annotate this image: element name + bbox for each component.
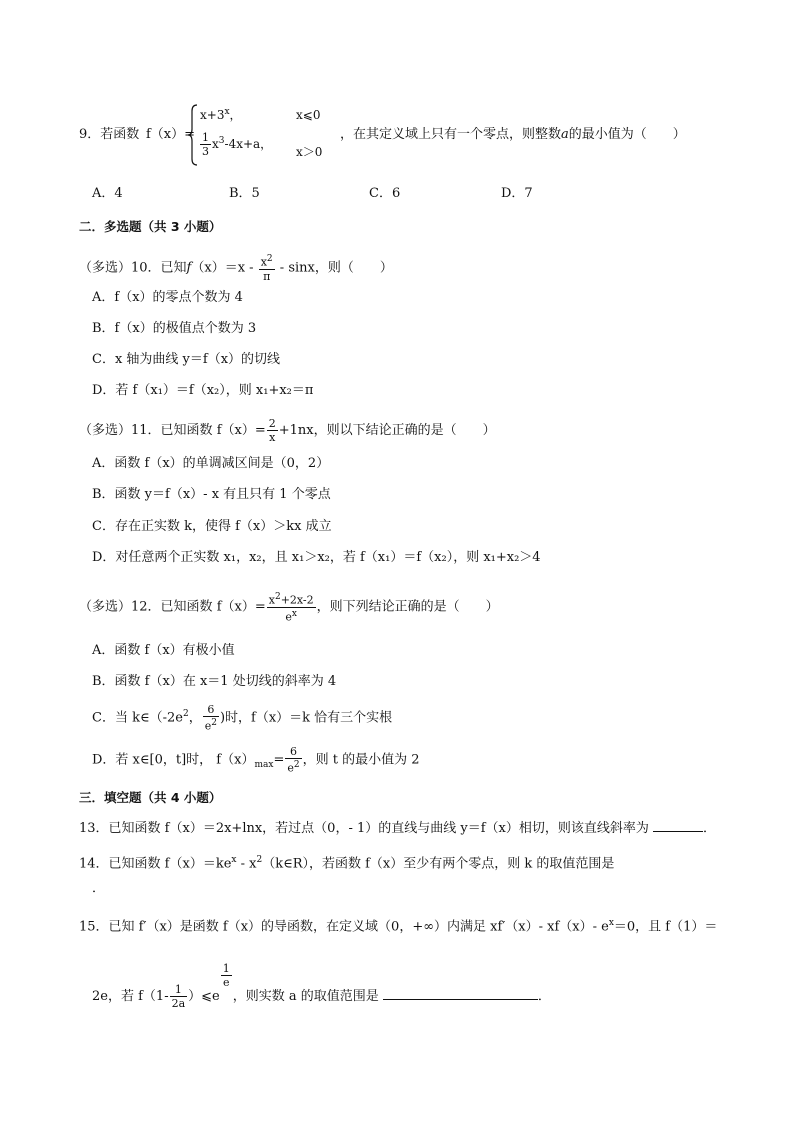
- q9-case2: $\frac{1}{3}$ $x^3-4x+a$，: [202, 131, 273, 158]
- q15-stem-line2: 2e，若 f（1- $\frac{1}{2a}$ ）⩽e $\frac{1}{e}$ ，则实数 a 的取值范围是 ．: [92, 962, 551, 1010]
- q11-fraction: $\frac{2}{x}$: [268, 417, 276, 444]
- q9-brace: [188, 104, 198, 166]
- q14-stem: 14．已知函数 $f(x)=ke^x$ - $x^2(k\in R)$，若函数 f（x）至少有两个零点，则 k 的取值范围是: [79, 855, 615, 872]
- q12-fraction: $\frac{x^2+2x-2}{e^x}$: [268, 592, 314, 624]
- q10-option-b[interactable]: B．f（x）的极值点个数为 3: [92, 321, 257, 336]
- q11-option-c[interactable]: C．存在正实数 k，使得 f（x）＞kx 成立: [92, 519, 332, 534]
- section-title-multiple-choice: 二．多选题（共 3 小题）: [79, 219, 222, 234]
- section-title-fill-in: 三．填空题（共 4 小题）: [79, 790, 222, 805]
- q12-option-a[interactable]: A．函数 f（x）有极小值: [92, 643, 235, 658]
- q9-option-a[interactable]: A．4: [92, 186, 123, 201]
- q12-c-fraction: $\frac{6}{e^2}$: [204, 703, 217, 733]
- q15-fraction: $\frac{1}{2a}$: [171, 983, 186, 1010]
- q9-case2-fraction: $\frac{1}{3}$: [202, 131, 209, 158]
- q9-case1: $x+3^x$，: [200, 107, 242, 122]
- q10-option-a[interactable]: A．f（x）的零点个数为 4: [92, 290, 243, 305]
- q9-option-b[interactable]: B．5: [229, 186, 260, 201]
- q12-option-d[interactable]: D．若 x∈[0，t]时， $f(x)_{max}=$ $\frac{6}{e^2}$ ，则 t 的最小值为 2: [92, 745, 420, 775]
- q15-exponent-fraction: $\frac{1}{e}$: [222, 962, 230, 989]
- q11-option-d[interactable]: D．对任意两个正实数 x₁，x₂，且 x₁＞x₂，若 f（x₁）＝f（x₂），则 x₁+x₂＞4: [92, 550, 541, 565]
- q11-stem: （多选）11．已知函数 f（x）= $\frac{2}{x}$ +1nx，则以下结论正确的是（ ）: [79, 417, 496, 444]
- q13-answer-blank[interactable]: [653, 831, 703, 832]
- q12-stem: （多选）12．已知函数 f（x）= $\frac{x^2+2x-2}{e^x}$ ，则下列结论正确的是（ ）: [79, 592, 499, 624]
- q12-d-fraction: $\frac{6}{e^2}$: [287, 745, 300, 775]
- q13-stem: 13．已知函数 f（x）＝2x+lnx，若过点（0，- 1）的直线与曲线 y＝f（x）相切，则该直线斜率为 ．: [79, 821, 717, 836]
- q9-question-tail: ，在其定义域上只有一个零点，则整数a的最小值为（ ）: [340, 127, 686, 142]
- q10-stem: （多选）10．已知f（x）＝x - $\frac{x^2}{\pi}$ - sinx，则（ ）: [79, 254, 393, 283]
- q12-option-c[interactable]: C．当 $k\in(-2e^2$， $\frac{6}{e^2}$ )时，f（x）＝k 恰有三个实根: [92, 703, 393, 733]
- q11-option-b[interactable]: B．函数 y＝f（x）- x 有且只有 1 个零点: [92, 487, 331, 502]
- q12-option-b[interactable]: B．函数 f（x）在 x＝1 处切线的斜率为 4: [92, 674, 337, 689]
- q9-fx: f（x）=: [146, 127, 196, 142]
- q9-case1-cond: x⩽0: [296, 108, 321, 122]
- q14-answer-end[interactable]: ．: [92, 881, 106, 896]
- q15-stem-line1: 15．已知 f′（x）是函数 f（x）的导函数，在定义域（0，+∞）内满足 xf′（x）- xf（x）- $e^x=0$，且 f（1）＝: [79, 918, 718, 935]
- q9-case2-cond: x＞0: [296, 145, 323, 159]
- q10-option-d[interactable]: D．若 f（x₁）＝f（x₂），则 x₁+x₂＝π: [92, 383, 314, 398]
- q11-option-a[interactable]: A．函数 f（x）的单调减区间是（0，2）: [92, 456, 330, 471]
- q9-option-c[interactable]: C．6: [369, 186, 401, 201]
- q9-number: 9．若函数: [79, 127, 140, 142]
- q10-option-c[interactable]: C．x 轴为曲线 y＝f（x）的切线: [92, 352, 281, 367]
- q10-fraction: $\frac{x^2}{\pi}$: [260, 254, 273, 283]
- q15-answer-blank[interactable]: [383, 999, 538, 1000]
- q9-option-d[interactable]: D．7: [501, 186, 533, 201]
